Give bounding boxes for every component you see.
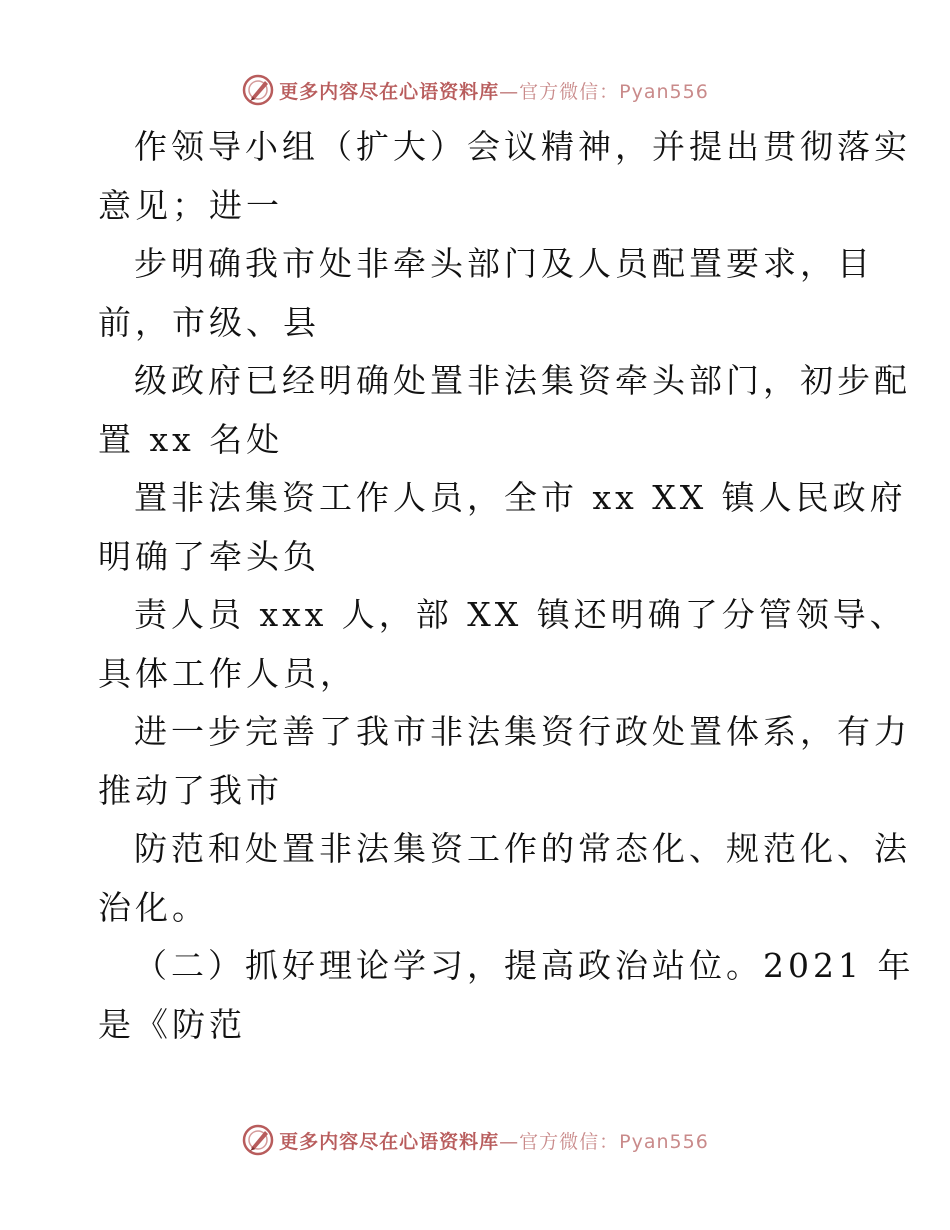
body-line: 是《防范 bbox=[98, 1004, 246, 1044]
footer-brand-wechat: 官方微信：Pyan556 bbox=[519, 1130, 709, 1153]
body-line: 责人员 xxx 人，部 XX 镇还明确了分管领导、 bbox=[134, 595, 907, 634]
body-line: 意见；进一 bbox=[98, 185, 283, 225]
footer-brand-text bbox=[279, 1127, 709, 1154]
body-line: 置 xx 名处 bbox=[98, 419, 284, 459]
body-line: 进一步完善了我市非法集资行政处置体系，有力 bbox=[134, 712, 911, 751]
body-line: 级政府已经明确处置非法集资牵头部门，初步配 bbox=[134, 361, 911, 400]
body-line: （二）抓好理论学习，提高政治站位。2021 年 bbox=[134, 946, 915, 985]
body-line: 置非法集资工作人员，全市 xx XX 镇人民政府 bbox=[134, 478, 907, 517]
footer-brand-sep: — bbox=[499, 1130, 520, 1153]
body-line: 明确了牵头负 bbox=[98, 536, 320, 576]
footer-brand bbox=[241, 1123, 709, 1157]
body-line: 步明确我市处非牵头部门及人员配置要求，目 bbox=[134, 244, 874, 283]
body-line: 作领导小组（扩大）会议精神，并提出贯彻落实 bbox=[134, 127, 911, 166]
header-brand-wechat: 官方微信：Pyan556 bbox=[519, 80, 709, 103]
header-brand-sep: — bbox=[499, 80, 520, 103]
header-brand-main: 更多内容尽在心语资料库 bbox=[279, 80, 500, 103]
body-line: 治化。 bbox=[98, 887, 209, 927]
page-header bbox=[0, 70, 950, 110]
header-brand bbox=[241, 73, 709, 107]
body-line: 推动了我市 bbox=[98, 770, 283, 810]
body-line: 前，市级、县 bbox=[98, 302, 320, 342]
footer-brand-main: 更多内容尽在心语资料库 bbox=[279, 1130, 500, 1153]
quill-logo-icon bbox=[241, 73, 275, 107]
body-line: 防范和处置非法集资工作的常态化、规范化、法 bbox=[134, 829, 911, 868]
quill-logo-icon bbox=[241, 1123, 275, 1157]
body-line: 具体工作人员， bbox=[98, 653, 357, 693]
page-footer bbox=[0, 1120, 950, 1160]
document-body bbox=[98, 118, 915, 1054]
header-brand-text bbox=[279, 77, 709, 104]
